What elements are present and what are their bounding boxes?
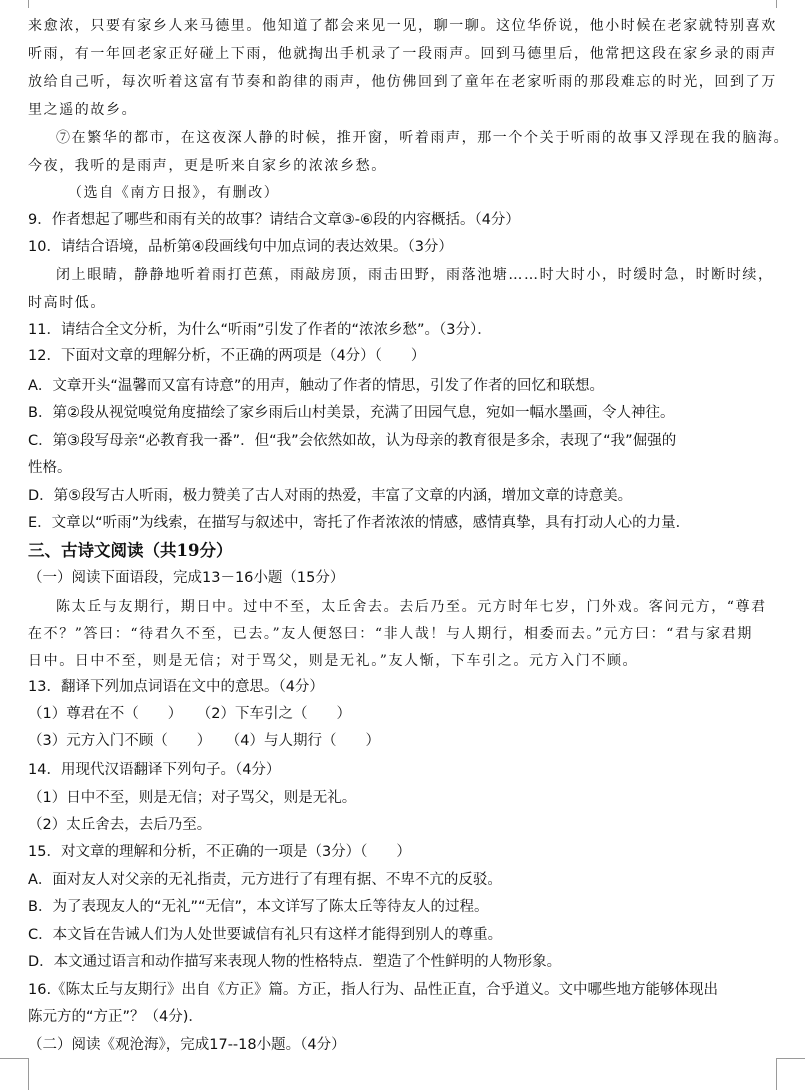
crop-mark-bottom-right-v [776,1058,777,1090]
passage-line: 来愈浓，只要有家乡人来马德里。他知道了都会来见一见，聊一聊。这位华侨说，他小时候在老家就特别喜欢 [28,18,777,34]
option-c-cont: 性格。 [28,460,72,476]
question-14: 14．用现代汉语翻译下列句子。（4分） [28,762,281,778]
option-c: C．本文旨在告诫人们为人处世要诚信有礼只有这样才能得到别人的尊重。 [28,927,503,943]
option-a: A．文章开头“温馨而又富有诗意”的用声，触动了作者的情思，引发了作者的回忆和联想。 [28,378,604,394]
subsection-one: （一）阅读下面语段，完成13－16小题（15分） [28,570,345,586]
crop-mark-bottom-left-h [0,1058,29,1059]
option-b: B．第②段从视觉嗅觉角度描绘了家乡雨后山村美景，充满了田园气息，宛如一幅水墨画，令人神往。 [28,405,675,421]
question-12: 12．下面对文章的理解分析，不正确的两项是（4分）（ ） [28,348,426,364]
option-c: C．第③段写母亲“必教育我一番”．但“我”会依然如故，认为母亲的教育很是多余，表现了“我”倔强的 [28,433,677,449]
question-10: 10．请结合语境，品析第④段画线句中加点词的表达效果。（3分） [28,239,453,255]
subsection-two: （二）阅读《观沧海》，完成17--18小题。（4分） [28,1037,346,1053]
question-16-cont: 陈元方的“方正”？（4分)． [28,1009,203,1025]
crop-mark-bottom-left-v [28,1058,29,1090]
question-13-items: （1）尊君在不（ ） （2）下车引之（ ） [28,706,351,722]
crop-mark-top-left [28,0,29,8]
passage-line: 里之遥的故乡。 [28,102,138,118]
question-11: 11．请结合全文分析，为什么“听雨”引发了作者的“浓浓乡愁”。（3分）． [28,322,492,338]
option-a: A．面对友人对父亲的无礼指责，元方进行了有理有据、不卑不亢的反驳。 [28,872,502,888]
passage-line: 听雨，有一年回老家正好碰上下雨，他就掏出手机录了一段雨声。回到马德里后，他常把这段在家乡录的雨声 [28,46,777,62]
option-b: B．为了表现友人的“无礼”“无信”，本文详写了陈太丘等待友人的过程。 [28,899,489,915]
question-13-items: （3）元方入门不顾（ ） （4）与人期行（ ） [28,733,380,749]
question-9: 9．作者想起了哪些和雨有关的故事？请结合文章③-⑥段的内容概括。（4分） [28,212,520,228]
crop-mark-top-right [776,0,777,8]
passage-line: 放给自己听，每次听着这富有节奏和韵律的雨声，他仿佛回到了童年在老家听雨的那段难忘的时光，回到了万 [28,74,777,90]
option-e: E．文章以“听雨”为线索，在描写与叙述中，寄托了作者浓浓的情感，感情真挚，具有打动人心的力量． [28,515,691,531]
question-14-item: （1）日中不至，则是无信；对子骂父，则是无礼。 [28,790,357,806]
quoted-sentence: 闭上眼睛，静静地听着雨打芭蕉，雨敲房顶，雨击田野，雨落池塘……时大时小，时缓时急，时断时续， [56,267,774,283]
passage-line: 今夜，我听的是雨声，更是听来自家乡的浓浓乡愁。 [28,158,387,174]
question-16: 16.《陈太丘与友期行》出自《方正》篇。方正，指人行为、品性正直，合乎道义。文中哪些地方能够体现出 [28,982,719,998]
question-15: 15．对文章的理解和分析，不正确的一项是（3分）（ ） [28,844,411,860]
classical-text-line: 在不？”答曰：“待君久不至，已去。”友人便怒曰：“非人哉！与人期行，相委而去。”元方曰：“君与家君期 [28,626,753,642]
option-d: D．第⑤段写古人听雨，极力赞美了古人对雨的热爱，丰富了文章的内涵，增加文章的诗意美。 [28,488,633,504]
source-note: （选自《南方日报》，有删改） [68,185,280,201]
crop-mark-bottom-right-h [776,1058,805,1059]
quoted-sentence: 时高时低。 [28,295,106,311]
passage-line: ⑦在繁华的都市，在这夜深人静的时候，推开窗，听着雨声，那一个个关于听雨的故事又浮现在我的脑海。 [56,130,790,146]
classical-text-line: 日中。日中不至，则是无信；对于骂父，则是无礼。”友人惭，下车引之。元方入门不顾。 [28,653,639,669]
section-heading: 三、古诗文阅读（共19分） [28,541,233,560]
classical-text-line: 陈太丘与友期行，期日中。过中不至，太丘舍去。去后乃至。元方时年七岁，门外戏。客问元方，“尊君 [56,599,767,615]
question-14-item: （2）太丘舍去，去后乃至。 [28,817,212,833]
question-13: 13．翻译下列加点词语在文中的意思。（4分） [28,679,324,695]
option-d: D．本文通过语言和动作描写来表现人物的性格特点．塑造了个性鲜明的人物形象。 [28,954,562,970]
